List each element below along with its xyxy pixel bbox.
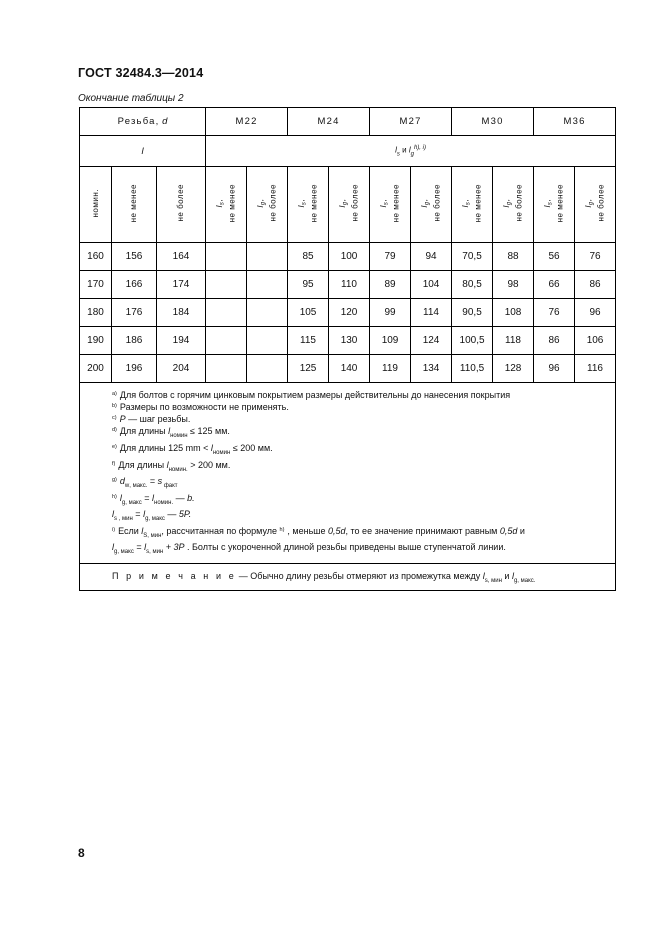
table-cell: 116	[575, 355, 616, 383]
footnote-i-cont: $l_{g, макс} = l_{s, мин} + 3P$ . Болты с укороченной длиной резьбы приведены выше ступенчатой линии.	[112, 541, 506, 555]
table-cell	[247, 271, 288, 299]
table-cell	[206, 327, 247, 355]
m30-ls-min: $l_s$, не менее	[452, 167, 493, 243]
thread-label: Резьба,	[117, 116, 160, 127]
table-cell	[206, 271, 247, 299]
footnote-f: $^{f)}$ Для длины $l_{номин.} > 200$ мм.	[112, 459, 231, 473]
nomin-label: номин.	[90, 188, 100, 218]
footnote-h: $^{h)}$ $l_{g, макс} = l_{номин.}$ — b.	[112, 493, 195, 506]
table-cell: 124	[411, 327, 452, 355]
m27-ls-min: $l_s$, не менее	[370, 167, 411, 243]
footnote-d: $^{d)}$ Для длины $l_{номин} \le 125$ мм.	[112, 426, 230, 439]
size-m22: М22	[206, 108, 288, 136]
table-cell: 180	[80, 299, 112, 327]
table-cell: 160	[80, 243, 112, 271]
m22-ls-min: $l_s$, не менее	[206, 167, 247, 243]
l-header-cell	[80, 136, 206, 167]
ls-lg-footnote-ref: h), i)	[413, 144, 426, 151]
table-cell: 204	[157, 355, 206, 383]
lg-sym: $l_g$	[337, 201, 349, 208]
table-cell: 76	[534, 299, 575, 327]
footnote-c: $^{c)}$ P — шаг резьбы.	[112, 414, 191, 424]
table-cell: 96	[534, 355, 575, 383]
table-row	[80, 271, 616, 299]
header-row-subcolumns	[80, 167, 616, 243]
table-cell: 56	[534, 243, 575, 271]
ls-symbol: l	[395, 145, 397, 155]
table-caption: Окончание таблицы 2	[78, 93, 184, 104]
dimensions-table	[79, 107, 616, 591]
ls-min-label: не менее	[391, 183, 401, 223]
lg-sym: $l_g$	[583, 201, 595, 208]
lg-sym: $l_g$	[419, 201, 431, 208]
table-cell: 86	[534, 327, 575, 355]
note-cell	[80, 564, 616, 591]
table-cell: 106	[575, 327, 616, 355]
table-cell	[206, 243, 247, 271]
table-cell: 104	[411, 271, 452, 299]
note-lg-sub: g, макс.	[513, 577, 536, 584]
table-cell: 194	[157, 327, 206, 355]
ls-sym: $l_s$	[542, 201, 554, 208]
lg-max-label: не более	[268, 184, 278, 222]
footnote-e: $^{e)}$ Для длины 125 mm < $l_{номин} \le 200$ мм.	[112, 442, 273, 456]
ls-min-label: не менее	[473, 183, 483, 223]
table-cell: 186	[112, 327, 157, 355]
table-cell: 89	[370, 271, 411, 299]
footnote-h-cont: $l_s$ $_{, мин} = l_{g, макс}$ — 5P.	[112, 508, 192, 522]
col-nomin	[80, 167, 112, 243]
thread-symbol: d	[162, 116, 168, 127]
size-m27: М27	[370, 108, 452, 136]
header-row-thread	[80, 108, 616, 136]
table-cell: 100,5	[452, 327, 493, 355]
table-cell: 128	[493, 355, 534, 383]
table-cell	[247, 299, 288, 327]
table-cell: 80,5	[452, 271, 493, 299]
table-cell	[247, 327, 288, 355]
table-cell: 86	[575, 271, 616, 299]
m30-lg-max: $l_g$, не более	[493, 167, 534, 243]
footnote-i: $^{i)}$ Если $l_{S, мин}$, рассчитанная по формуле $^{h)}$ , меньше 0,5d, то ее значение принимают равным 0,5d и	[112, 525, 525, 539]
table-cell: 170	[80, 271, 112, 299]
table-cell: 164	[157, 243, 206, 271]
table-cell: 70,5	[452, 243, 493, 271]
document-header: ГОСТ 32484.3—2014	[78, 66, 204, 80]
lg-symbol: l	[408, 145, 411, 155]
table-cell: 119	[370, 355, 411, 383]
table-row	[80, 243, 616, 271]
table-row	[80, 299, 616, 327]
note-text: — Обычно длину резьбы отмеряют из промежутка между	[236, 570, 483, 581]
table-cell: 110	[329, 271, 370, 299]
size-m36: М36	[534, 108, 616, 136]
ls-min-label: не менее	[555, 183, 565, 223]
table-cell: 156	[112, 243, 157, 271]
table-cell: 76	[575, 243, 616, 271]
footnotes-row	[80, 383, 616, 564]
table-cell: 176	[112, 299, 157, 327]
lg-max-label: не более	[596, 184, 606, 222]
thread-header-cell	[80, 108, 206, 136]
l-label: l	[141, 145, 144, 157]
table-cell: 94	[411, 243, 452, 271]
table-cell: 108	[493, 299, 534, 327]
table-cell	[247, 355, 288, 383]
max-label: не более	[176, 184, 186, 222]
note-label: П р и м е ч а н и е	[112, 570, 237, 581]
size-m24: М24	[288, 108, 370, 136]
note-and: и	[501, 570, 512, 581]
note-ls-symbol: l	[482, 570, 485, 581]
lg-max-label: не более	[350, 184, 360, 222]
col-max	[157, 167, 206, 243]
table-cell: 95	[288, 271, 329, 299]
note-row	[80, 564, 616, 591]
table-cell: 184	[157, 299, 206, 327]
table-cell: 110,5	[452, 355, 493, 383]
ls-min-label: не менее	[309, 183, 319, 223]
lg-sym: $l_g$	[501, 201, 513, 208]
table-cell: 79	[370, 243, 411, 271]
table-cell: 190	[80, 327, 112, 355]
lg-sym: $l_g$	[255, 201, 267, 208]
m36-lg-max: $l_g$, не более	[575, 167, 616, 243]
ls-sym: $l_s$	[378, 201, 390, 208]
table-cell: 174	[157, 271, 206, 299]
footnote-b: $^{b)}$ Размеры по возможности не применять.	[112, 402, 289, 412]
ls-sym: $l_s$	[460, 201, 472, 208]
table-cell: 200	[80, 355, 112, 383]
table-cell: 120	[329, 299, 370, 327]
ls-sub: s	[396, 151, 400, 158]
table-row	[80, 327, 616, 355]
table-cell: 100	[329, 243, 370, 271]
lg-max-label: не более	[432, 184, 442, 222]
table-cell	[247, 243, 288, 271]
table-row	[80, 355, 616, 383]
table-cell: 109	[370, 327, 411, 355]
ls-lg-header-cell	[206, 136, 616, 167]
size-m30: М30	[452, 108, 534, 136]
footnote-g: $^{g)}$ $d_{w, макс.} = s$ $_{факт}$	[112, 476, 178, 490]
footnote-a: $^{a)}$ Для болтов с горячим цинковым покрытием размеры действительны до нанесения покрытия	[112, 390, 511, 400]
table-cell: 96	[575, 299, 616, 327]
table-cell: 99	[370, 299, 411, 327]
note-lg-symbol: l	[511, 570, 514, 581]
table-cell	[206, 355, 247, 383]
ls-sym: $l_s$	[214, 201, 226, 208]
ls-min-label: не менее	[227, 183, 237, 223]
table-cell	[206, 299, 247, 327]
table-cell: 90,5	[452, 299, 493, 327]
table-cell: 66	[534, 271, 575, 299]
table-cell: 115	[288, 327, 329, 355]
table-cell: 88	[493, 243, 534, 271]
table-cell: 118	[493, 327, 534, 355]
header-row-length	[80, 136, 616, 167]
lg-max-label: не более	[514, 184, 524, 222]
ls-lg-and: и	[399, 145, 409, 155]
table-cell: 85	[288, 243, 329, 271]
table-cell: 140	[329, 355, 370, 383]
m27-lg-max: $l_g$, не более	[411, 167, 452, 243]
table-cell: 134	[411, 355, 452, 383]
footnotes-cell	[80, 383, 616, 564]
table-cell: 114	[411, 299, 452, 327]
ls-sym: $l_s$	[296, 201, 308, 208]
table-cell: 125	[288, 355, 329, 383]
m24-ls-min: $l_s$, не менее	[288, 167, 329, 243]
table-cell: 196	[112, 355, 157, 383]
table-cell: 130	[329, 327, 370, 355]
min-label: не менее	[129, 183, 138, 223]
table-cell: 105	[288, 299, 329, 327]
m22-lg-max: $l_g$, не более	[247, 167, 288, 243]
m36-ls-min: $l_s$, не менее	[534, 167, 575, 243]
page-number: 8	[78, 846, 85, 860]
table-cell: 166	[112, 271, 157, 299]
m24-lg-max: $l_g$, не более	[329, 167, 370, 243]
table-cell: 98	[493, 271, 534, 299]
lg-sub: g	[410, 151, 414, 158]
col-min	[112, 167, 157, 243]
note-ls-sub: s, мин	[484, 577, 502, 584]
